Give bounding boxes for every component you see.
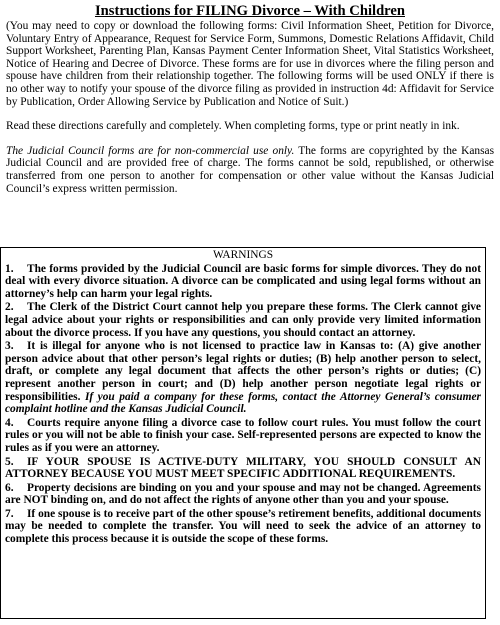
warning-number: 4. bbox=[5, 416, 14, 429]
copyright-notice bbox=[6, 145, 494, 195]
read-directions-paragraph: Read these directions carefully and completely. When completing forms, type or print neatly in ink. bbox=[6, 120, 460, 133]
warnings-heading: WARNINGS bbox=[212, 249, 274, 261]
copyright-notice-italic: The Judicial Council forms are for non-commercial use only. bbox=[6, 144, 295, 157]
page-title: Instructions for FILING Divorce – With Children bbox=[94, 3, 405, 19]
warning-number: 2. bbox=[5, 301, 14, 314]
warning-number: 5. bbox=[5, 455, 14, 468]
warning-text: If one spouse is to receive part of the other spouse’s retirement benefits, additional documents may be needed to complete the transfer. You will need to seek the advice of an attorney to complete this process because it is outside the scope of these forms. bbox=[5, 507, 482, 546]
warning-text: It is illegal for anyone who is not licensed to practice law in Kansas to: (A) give another person advice about that other person’s legal rights or duties; (B) help another person to select, draft, or complete any legal document that affects the other person’s rights or duties; (C) represent another person in court; and (D) help another person negotiate legal rights or responsibilities. bbox=[5, 340, 481, 403]
warning-text: The Clerk of the District Court cannot help you prepare these forms. The Clerk cannot give legal advice about your rights or responsibilities and can only provide very limited information about the divorce process. If you have any questions, you should contact an attorney. bbox=[5, 301, 481, 339]
warnings-box bbox=[0, 247, 486, 619]
warning-item bbox=[5, 340, 481, 416]
warning-item bbox=[5, 263, 481, 301]
intro-paragraph: (You may need to copy or download the following forms: Civil Information Sheet, Petition for Divorce, Voluntary Entry of Appearance, Request for Service Form, Summons, Domestic Relations Affidavit, Child Support Worksheet, Parenting Plan, Kansas Payment Center Information Sheet, Vital Statistics Worksheet, Notice of Hearing and Decree of Divorce. These forms are for use in divorces where the filing person and spouse have children from their relationship together. The following forms will be used ONLY if there is no other way to notify your spouse of the divorce filing as provided in instruction 4d: Affidavit for Service by Publication, Order Allowing Service by Publication and Notice of Suit.) bbox=[6, 20, 494, 108]
warning-item bbox=[5, 456, 481, 481]
warning-item bbox=[5, 417, 481, 455]
warning-text: Courts require anyone filing a divorce case to follow court rules. You must follow the court rules or you will not be able to finish your case. Self-represented persons are expected to know the rules as if you were an attorney. bbox=[5, 416, 481, 454]
warning-text-italic: If you paid a company for these forms, contact the Attorney General’s consumer complaint hotline and the Kansas Judicial Council. bbox=[5, 390, 481, 416]
warning-text: IF YOUR SPOUSE IS ACTIVE-DUTY MILITARY, YOU SHOULD CONSULT AN ATTORNEY BECAUSE YOU MUST MEET SPECIFIC ADDITIONAL REQUIREMENTS. bbox=[5, 455, 481, 481]
document-page bbox=[6, 4, 494, 195]
warning-number: 7. bbox=[5, 507, 14, 520]
warning-text: The forms provided by the Judicial Council are basic forms for simple divorces. They do not deal with every divorce situation. A divorce can be complicated and using legal forms without an attorney’s help can harm your legal rights. bbox=[5, 262, 481, 300]
warning-item bbox=[5, 301, 481, 339]
warning-number: 3. bbox=[5, 340, 14, 353]
warning-number: 1. bbox=[5, 262, 14, 275]
warning-item bbox=[5, 482, 481, 507]
warning-text: Property decisions are binding on you and your spouse and may not be changed. Agreements are NOT binding on, and do not affect the rights of anyone other than you and your spouse. bbox=[5, 481, 481, 507]
warning-item bbox=[5, 508, 481, 546]
copyright-notice-text: The forms are copyrighted by the Kansas Judicial Council and are provided free of charge. The forms cannot be sold, republished, or otherwise transferred from one person to another for compensation or other value without the Kansas Judicial Council’s express written permission. bbox=[6, 144, 494, 195]
warning-number: 6. bbox=[5, 481, 14, 494]
